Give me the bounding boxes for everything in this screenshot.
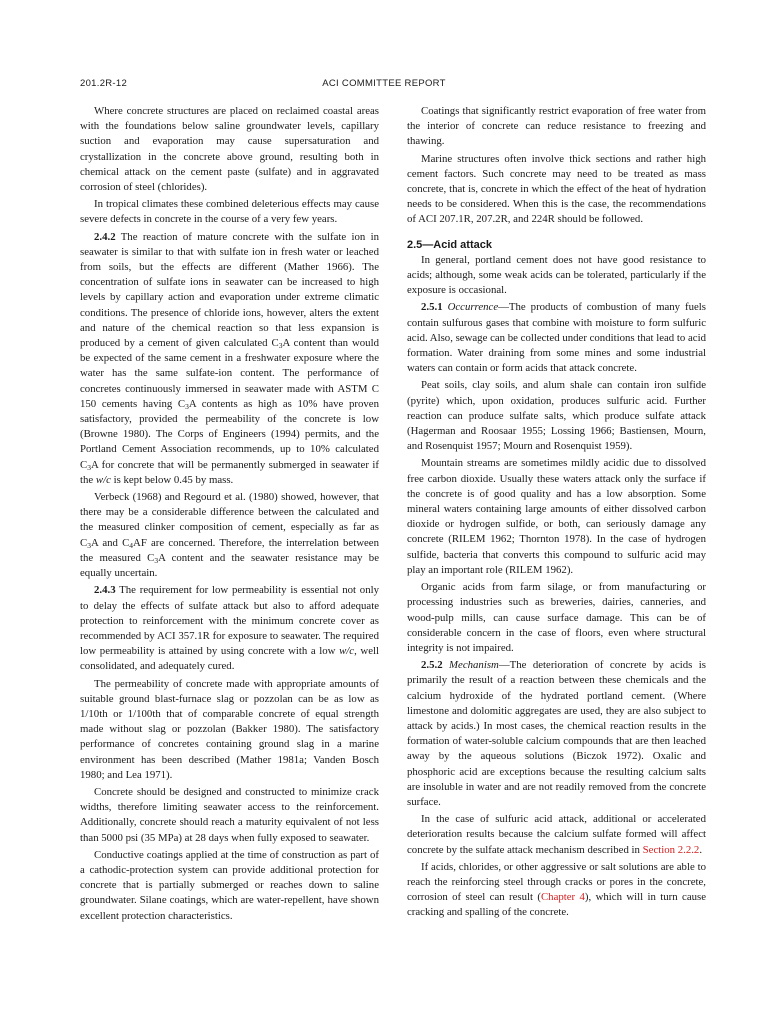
section-number: 2.5.1 (421, 301, 443, 314)
paragraph: In general, portland cement does not have good resistance to acids; although, some weak acids can be tolerated, particularly if the exposure is occasional. (407, 253, 706, 297)
left-column (80, 104, 379, 926)
paragraph: Concrete should be designed and constructed to minimize crack widths, therefore limiting seawater access to the reinforcement. Additionally, concrete should reach a maturity equivalent of not less than 5000 psi (35 MPa) at 28 days when fully exposed to seawater. (80, 785, 379, 844)
section-heading-acid-attack: 2.5—Acid attack (407, 238, 492, 251)
paragraph: Coatings that significantly restrict evaporation of free water from the interior of concrete can reduce resistance to freezing and thawing. (407, 105, 706, 148)
section-number: 2.4.2 (94, 230, 116, 243)
chapter-4-link[interactable]: Chapter 4 (540, 891, 585, 904)
paragraph: Verbeck (1968) and Regourd et al. (1980) showed, however, that there may be a considerable difference between the calculated and the measured clinker composition of cement, especially as far as $C_3A$ and $C_4AF$ are concerned. Therefore, the interrelation between the measured $C_3A$ content and the seawater resistance may be equally uncertain. (80, 491, 379, 580)
running-header (80, 78, 688, 92)
right-column (407, 104, 706, 923)
section-2-5-2: 2.5.2 Mechanism—The deterioration of concrete by acids is primarily the result of a reaction between these chemicals and the calcium hydroxide of the hydrated portland cement. (Where limestone and dolomitic aggregates are used, they are also subject to attack by acids.) In most cases, the chemical reaction results in the formation of water-soluble calcium compounds that are then leached away by the aqueous solutions (Biczok 1972). Oxalic and phosphoric acid are exceptions because the resulting calcium salts are insoluble in water and are not readily removed from the concrete surface. (407, 659, 706, 808)
paragraph: The permeability of concrete made with appropriate amounts of suitable ground blast-furnace slag or pozzolan can be as low as 1/10th or 1/100th that of comparable concrete of equal strength made without slag or pozzolan (Bakker 1980). The satisfactory performance of concretes containing ground slag in a marine environment has been described (Mather 1981a; Vanden Bosch 1980; and Lea 1971). (80, 677, 379, 781)
paragraph: In the case of sulfuric acid attack, additional or accelerated deterioration results because the calcium sulfate formed will affect concrete by the sulfate attack mechanism described in Section 2.2.2. (407, 813, 706, 856)
running-title: ACI COMMITTEE REPORT (322, 78, 446, 89)
page-number: 201.2R-12 (80, 78, 128, 89)
section-2-4-2: 2.4.2 The reaction of mature concrete with the sulfate ion in seawater is similar to that with sulfate ion in fresh water or leached from soils, but the effects are different (Mather 1966). The concentration of sulfate ions in seawater can be increased to high levels by capillary action and evaporation under extreme climatic conditions. The presence of chloride ions, however, alters the extent and nature of the chemical reaction so that less expansion is produced by a cement of given calculated $C_3A$ content than would be expected of the same cement in a freshwater exposure where the water has the same sulfate-ion content. The performance of concretes continuously immersed in seawater made with ASTM C 150 cements having $C_3A$ contents as high as 10% have proven satisfactory, provided the permeability of the concrete is low (Browne 1980). The Corps of Engineers (1994) permits, and the Portland Cement Association recommends, up to 10% calculated $C_3A$ for concrete that will be permanently submerged in seawater if the w/c is kept below 0.45 by mass. (80, 230, 379, 486)
section-2-2-2-link[interactable]: Section 2.2.2 (642, 843, 700, 856)
paragraph: In tropical climates these combined deleterious effects may cause severe defects in concrete in the course of a very few years. (80, 198, 379, 226)
section-number: 2.5.2 (421, 659, 443, 672)
subsection-title: Occurrence (447, 301, 499, 314)
section-2-5-1: 2.5.1 Occurrence—The products of combustion of many fuels contain sulfurous gases that combine with moisture to form sulfuric acid. Also, sewage can be collected under conditions that lead to acid formation. Water draining from some mines and some industrial waters can contain or form acids that attack concrete. (407, 301, 706, 375)
section-2-4-3: 2.4.3 The requirement for low permeability is essential not only to delay the effects of sulfate attack but also to afford adequate protection to reinforcement with the minimum concrete cover as recommended by ACI 357.1R for exposure to seawater. The required low permeability is attained by using concrete with a low w/c, well consolidated, and adequately cured. (80, 584, 379, 673)
paragraph: If acids, chlorides, or other aggressive or salt solutions are able to reach the reinforcing steel through cracks or pores in the concrete, corrosion of steel can result (Chapter 4), which will in turn cause cracking and spalling of the concrete. (407, 860, 706, 919)
paragraph: Mountain streams are sometimes mildly acidic due to dissolved free carbon dioxide. Usually these waters attack only the surface if the concrete is of good quality and has a low absorption. Some mineral waters containing large amounts of either dissolved carbon dioxide or hydrogen sulfide, or both, can seriously damage any concrete (RILEM 1962; Thornton 1978). In the case of hydrogen sulfide, bacteria that converts this compound to sulfuric acid may play an important role (RILEM 1962). (407, 457, 706, 576)
paragraph: Organic acids from farm silage, or from manufacturing or processing industries such as breweries, dairies, canneries, and wood-pulp mills, can cause surface damage. This can be of considerable concern in the case of floors, even where structural integrity is not impaired. (407, 581, 706, 654)
subsection-title: Mechanism (449, 659, 499, 672)
paragraph: Where concrete structures are placed on reclaimed coastal areas with the foundations below saline groundwater levels, capillary suction and evaporation may cause supersaturation and crystallization in the concrete above ground, resulting both in chemical attack on the cement paste (sulfate) and in aggravated corrosion of steel (chlorides). (80, 105, 379, 194)
paragraph: Marine structures often involve thick sections and rather high cement factors. Such concrete may need to be treated as mass concrete, that is, concrete in which the effect of the heat of hydration needs to be considered. When this is the case, the recommendations of ACI 207.1R, 207.2R, and 224R should be followed. (407, 152, 706, 226)
paragraph: Conductive coatings applied at the time of construction as part of a cathodic-protection system can provide additional protection for concrete that is partially submerged or reaches down to saline groundwater. Silane coatings, which are water-repellent, have shown excellent protection characteristics. (80, 848, 379, 922)
paragraph: Peat soils, clay soils, and alum shale can contain iron sulfide (pyrite) which, upon oxidation, produces sulfuric acid. Further reaction can produce sulfate salts, which produce sulfate attack (Hagerman and Roosaar 1955; Lossing 1966; Bastiensen, Mourn, and Rosenquist 1957; Mourn and Rosenquist 1959). (407, 379, 706, 453)
section-number: 2.4.3 (94, 584, 116, 597)
